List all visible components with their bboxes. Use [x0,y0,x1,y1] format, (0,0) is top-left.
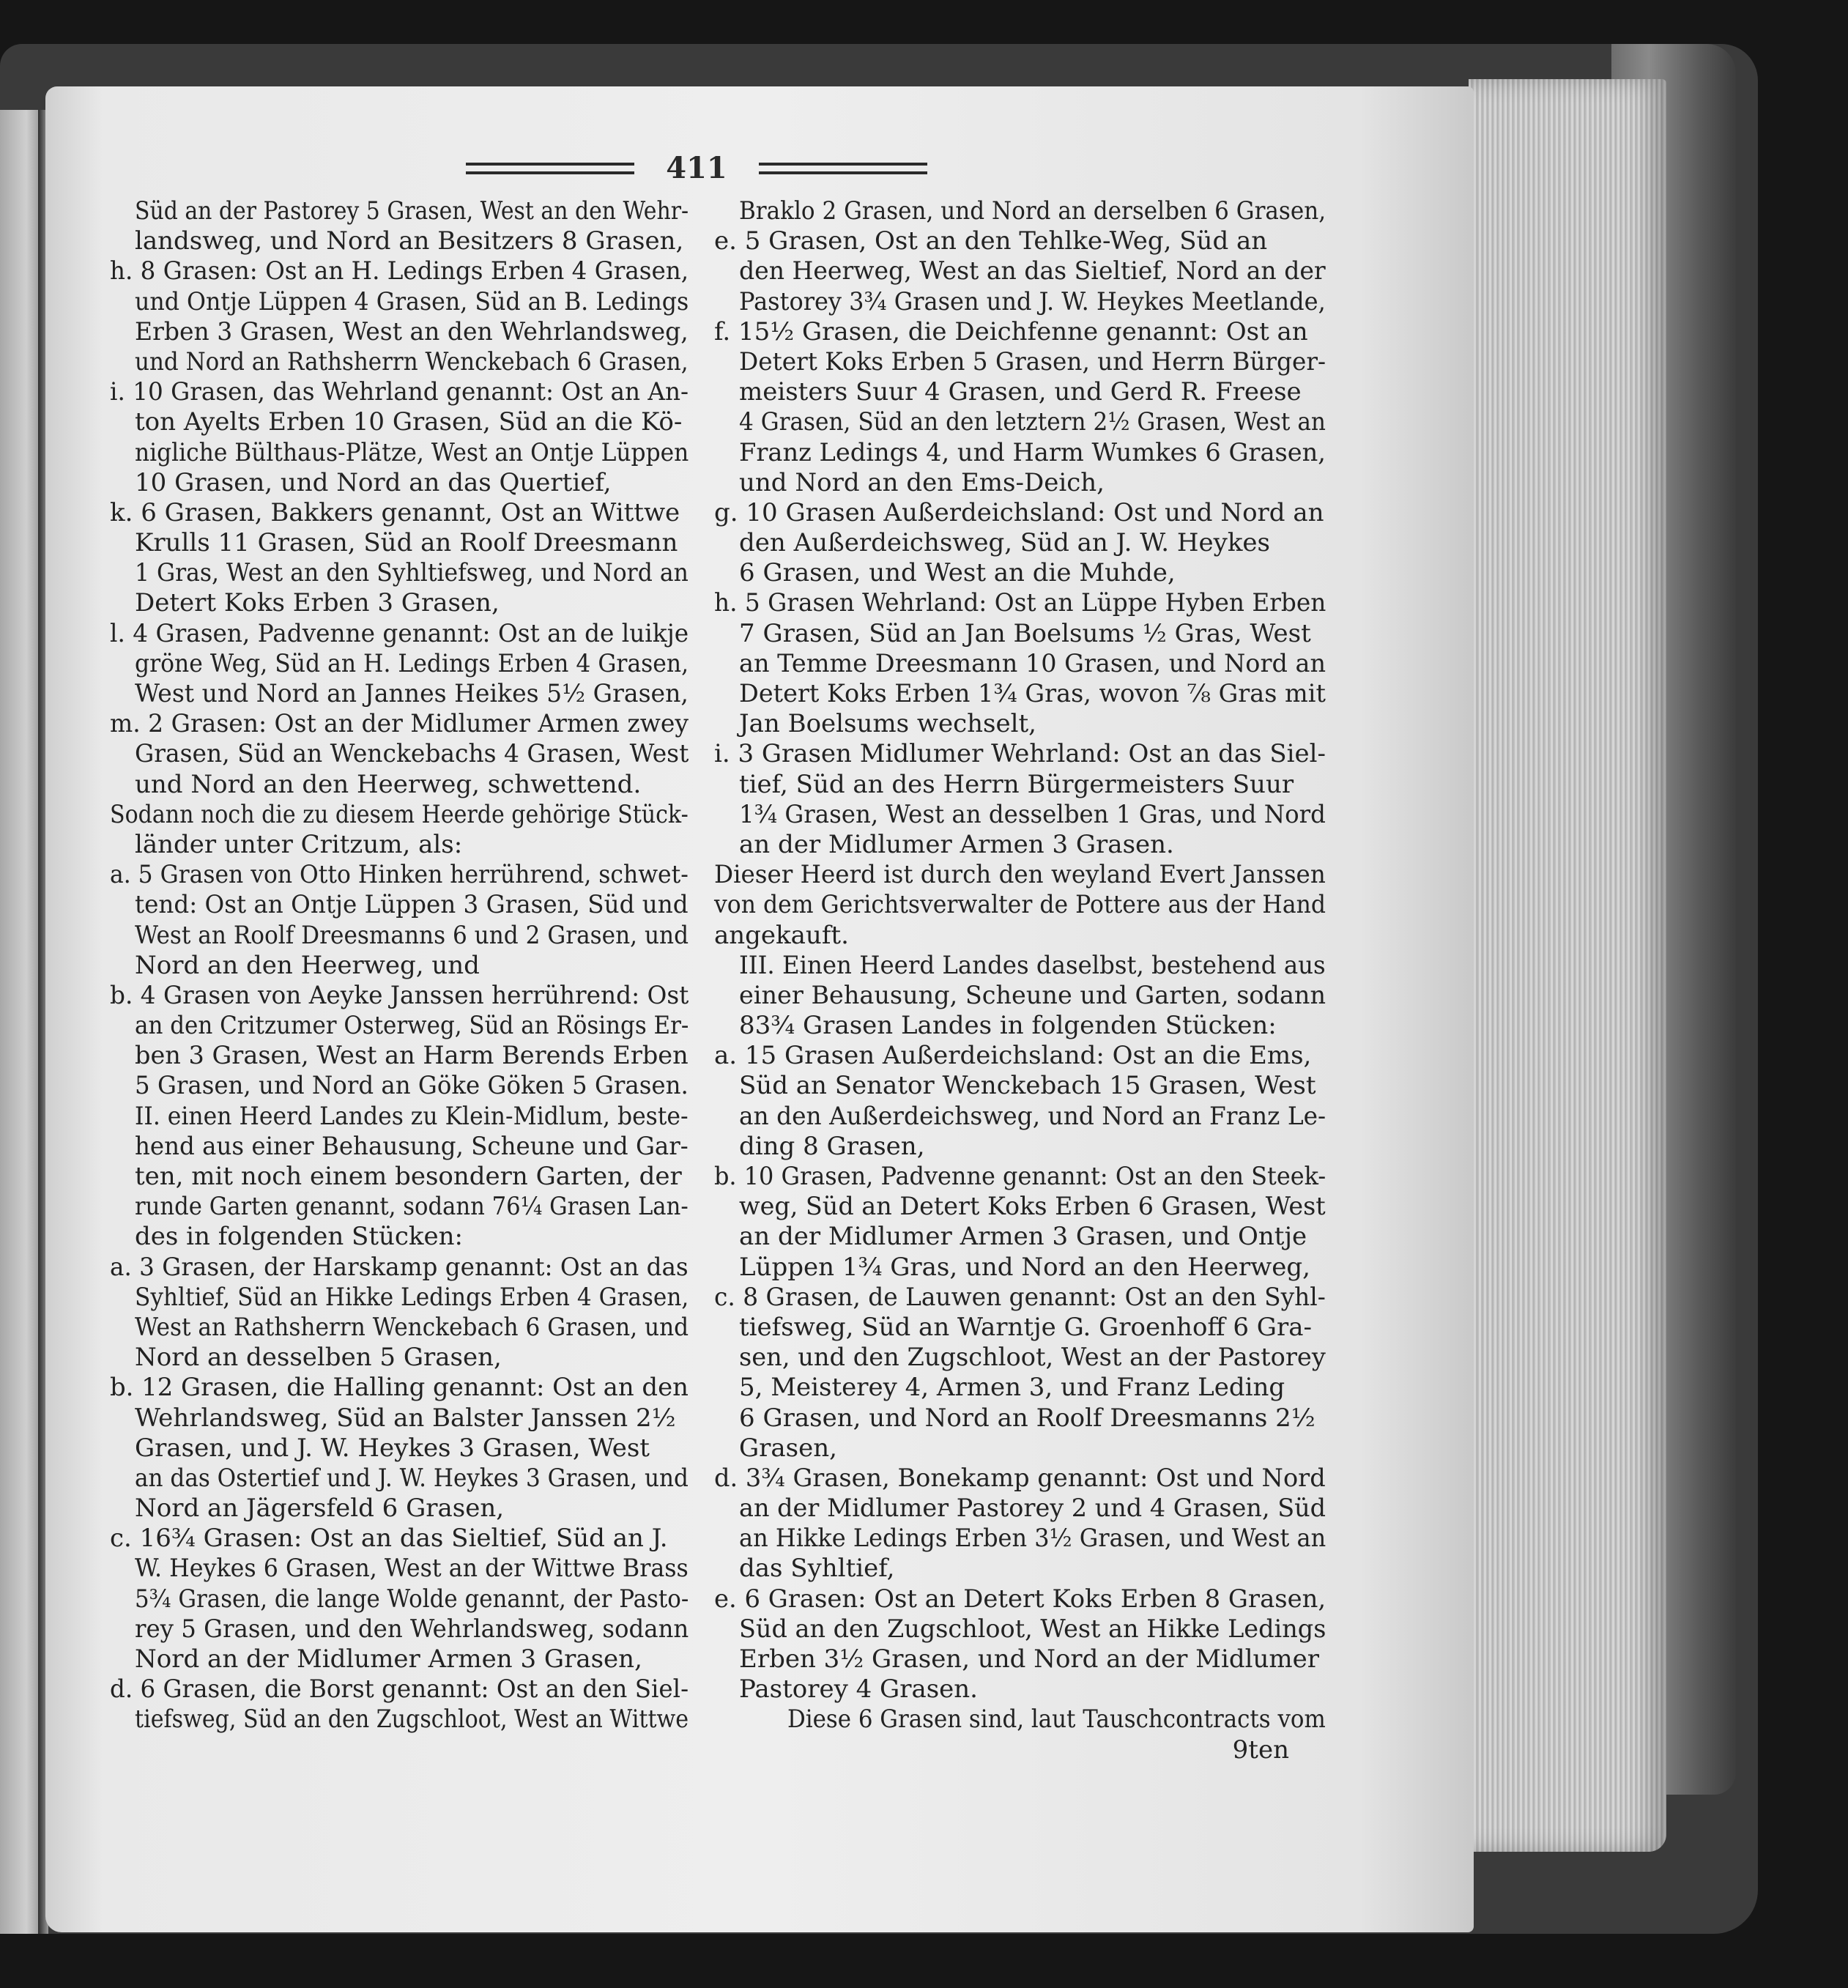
text-line: West und Nord an Jannes Heikes 5½ Grasen, [135,679,689,708]
page-number: 411 [666,151,727,185]
text-line: und Nord an den Ems-Deich, [739,467,1105,497]
text-line: Sodann noch die zu diesem Heerde gehörige Stück- [110,799,689,829]
text-line: d. 6 Grasen, die Borst genannt: Ost an den Siel- [110,1674,689,1705]
text-line: 7 Grasen, Süd an Jan Boelsums ½ Gras, West [739,618,1311,648]
text-line: an Temme Dreesmann 10 Grasen, und Nord an [739,648,1326,678]
text-line: an den Critzumer Osterweg, Süd an Rösings Er- [135,1011,689,1041]
text-line: 6 Grasen, und West an die Muhde, [739,558,1176,588]
text-line: an das Ostertief und J. W. Heykes 3 Grasen, und [135,1463,689,1493]
header-rule-left [466,163,634,176]
text-line: III. Einen Heerd Landes daselbst, bestehend aus [739,950,1326,980]
text-line: i. 10 Grasen, das Wehrland genannt: Ost an An- [110,377,689,407]
text-line: nigliche Bülthaus-Plätze, West an Ontje Lüppen [135,437,689,467]
text-line: Nord an der Midlumer Armen 3 Grasen, [135,1644,642,1674]
catchword: 9ten [1232,1735,1289,1765]
text-line: m. 2 Grasen: Ost an der Midlumer Armen zwey [110,709,689,739]
text-line: und Nord an den Heerweg, schwettend. [135,769,642,799]
text-line: ton Ayelts Erben 10 Grasen, Süd an die Kö- [135,407,683,437]
text-line: hend aus einer Behausung, Scheune und Gar- [135,1131,689,1161]
text-line: Erben 3½ Grasen, und Nord an der Midlumer [739,1644,1319,1674]
text-line: 5, Meisterey 4, Armen 3, und Franz Leding [739,1373,1285,1403]
text-line: runde Garten genannt, sodann 76¼ Grasen Lan- [135,1192,689,1222]
text-line: Nord an den Heerweg, und [135,950,480,980]
text-line: einer Behausung, Scheune und Garten, sodann [739,980,1326,1010]
text-line: an der Midlumer Armen 3 Grasen, und Ontje [739,1222,1307,1252]
text-line: Franz Ledings 4, und Harm Wumkes 6 Grasen, [739,437,1326,467]
text-line: länder unter Critzum, als: [135,829,463,859]
text-line: a. 3 Grasen, der Harskamp genannt: Ost an das [110,1252,689,1282]
text-line: c. 16¾ Grasen: Ost an das Sieltief, Süd an J. [110,1524,668,1554]
text-line: Detert Koks Erben 5 Grasen, und Herrn Bürger- [739,346,1326,377]
text-line: Erben 3 Grasen, West an den Wehrlandsweg, [135,316,689,346]
text-line: Nord an Jägersfeld 6 Grasen, [135,1494,505,1524]
text-line: Süd an den Zugschloot, West an Hikke Ledings [739,1614,1326,1644]
text-line: b. 12 Grasen, die Halling genannt: Ost an den [110,1373,689,1403]
text-line: und Ontje Lüppen 4 Grasen, Süd an B. Ledings [135,286,689,316]
text-line: Nord an desselben 5 Grasen, [135,1343,502,1373]
text-line: i. 3 Grasen Midlumer Wehrland: Ost an das Siel- [714,739,1326,769]
running-header [466,151,927,185]
text-line: Grasen, Süd an Wenckebachs 4 Grasen, West [135,739,689,769]
text-line: und Nord an Rathsherrn Wenckebach 6 Grasen, [135,346,689,377]
text-line: gröne Weg, Süd an H. Ledings Erben 4 Grasen, [135,648,689,678]
text-line: II. einen Heerd Landes zu Klein-Midlum, beste- [135,1101,689,1131]
text-line: e. 5 Grasen, Ost an den Tehlke-Weg, Süd an [714,226,1268,256]
text-line: Grasen, und J. W. Heykes 3 Grasen, West [135,1433,650,1463]
text-line: meisters Suur 4 Grasen, und Gerd R. Freese [739,377,1302,407]
text-line: 10 Grasen, und Nord an das Quertief, [135,467,612,497]
text-line: den Außerdeichsweg, Süd an J. W. Heykes [739,528,1270,558]
left-text-column [110,196,689,1735]
text-line: Jan Boelsums wechselt, [739,709,1036,739]
text-line: Pastorey 4 Grasen. [739,1674,978,1705]
text-line: b. 4 Grasen von Aeyke Janssen herrührend: Ost [110,980,689,1010]
text-line: von dem Gerichtsverwalter de Pottere aus der Hand [714,890,1326,920]
text-line: West an Roolf Dreesmanns 6 und 2 Grasen, und [135,920,689,950]
text-line: k. 6 Grasen, Bakkers genannt, Ost an Wittwe [110,497,680,527]
text-line: angekauft. [714,920,849,950]
text-line: e. 6 Grasen: Ost an Detert Koks Erben 8 Grasen, [714,1584,1326,1614]
text-line: f. 15½ Grasen, die Deichfenne genannt: Ost an [714,316,1308,346]
text-line: c. 8 Grasen, de Lauwen genannt: Ost an den Syhl- [714,1282,1326,1312]
text-line: an der Midlumer Pastorey 2 und 4 Grasen, Süd [739,1494,1326,1524]
text-line: das Syhltief, [739,1554,895,1584]
text-line: weg, Süd an Detert Koks Erben 6 Grasen, West [739,1192,1326,1222]
text-line: West an Rathsherrn Wenckebach 6 Grasen, und [135,1312,689,1342]
page-block-edges [1469,79,1666,1852]
text-line: ben 3 Grasen, West an Harm Berends Erben [135,1041,689,1071]
text-line: d. 3¾ Grasen, Bonekamp genannt: Ost und Nord [714,1463,1326,1493]
text-line: Wehrlandsweg, Süd an Balster Janssen 2½ [135,1403,676,1433]
text-line: 5¾ Grasen, die lange Wolde genannt, der Pasto- [135,1584,689,1614]
text-line: Detert Koks Erben 3 Grasen, [135,588,500,618]
text-line: tend: Ost an Ontje Lüppen 3 Grasen, Süd und [135,890,689,920]
text-line: 4 Grasen, Süd an den letztern 2½ Grasen, West an [739,407,1326,437]
text-line: 1 Gras, West an den Syhltiefsweg, und Nord an [135,558,689,588]
text-line: tief, Süd an des Herrn Bürgermeisters Suur [739,769,1294,799]
text-line: 1¾ Grasen, West an desselben 1 Gras, und Nord [739,799,1326,829]
text-line: Krulls 11 Grasen, Süd an Roolf Dreesmann [135,528,678,558]
text-line: b. 10 Grasen, Padvenne genannt: Ost an den Steek- [714,1162,1326,1191]
text-line: sen, und den Zugschloot, West an der Pastorey [739,1343,1326,1373]
text-line: a. 15 Grasen Außerdeichsland: Ost an die Ems, [714,1041,1312,1071]
text-line: 5 Grasen, und Nord an Göke Göken 5 Grasen. [135,1071,689,1101]
text-line: 83¾ Grasen Landes in folgenden Stücken: [739,1011,1277,1041]
text-line: h. 8 Grasen: Ost an H. Ledings Erben 4 Grasen, [110,256,689,286]
text-line: Syhltief, Süd an Hikke Ledings Erben 4 Grasen, [135,1282,689,1312]
text-line: Lüppen 1¾ Gras, und Nord an den Heerweg, [739,1252,1310,1282]
text-line: Süd an der Pastorey 5 Grasen, West an den Wehr- [135,196,689,226]
text-line: Diese 6 Grasen sind, laut Tauschcontracts vom [787,1705,1326,1735]
header-rule-right [759,163,927,176]
text-line: Grasen, [739,1433,837,1463]
text-line: des in folgenden Stücken: [135,1222,463,1252]
text-line: an Hikke Ledings Erben 3½ Grasen, und West an [739,1524,1326,1554]
text-line: h. 5 Grasen Wehrland: Ost an Lüppe Hyben Erben [714,588,1326,618]
text-line: Braklo 2 Grasen, und Nord an derselben 6 Grasen, [739,196,1326,226]
facing-page-edge [0,110,44,1934]
right-text-column [714,196,1326,1765]
text-line: tiefsweg, Süd an Warntje G. Groenhoff 6 Gra- [739,1312,1312,1342]
text-line: den Heerweg, West an das Sieltief, Nord an der [739,256,1326,286]
text-line: Dieser Heerd ist durch den weyland Evert Janssen [714,860,1326,890]
text-line: landsweg, und Nord an Besitzers 8 Grasen, [135,226,684,256]
text-line: l. 4 Grasen, Padvenne genannt: Ost an de luikje [110,618,689,648]
text-line: g. 10 Grasen Außerdeichsland: Ost und Nord an [714,497,1324,527]
text-line: ten, mit noch einem besondern Garten, der [135,1162,682,1191]
text-line: Süd an Senator Wenckebach 15 Grasen, West [739,1071,1316,1101]
text-line: ding 8 Grasen, [739,1131,925,1161]
text-line: an der Midlumer Armen 3 Grasen. [739,829,1174,859]
text-line: rey 5 Grasen, und den Wehrlandsweg, sodann [135,1614,689,1644]
text-line: a. 5 Grasen von Otto Hinken herrührend, schwet- [110,860,689,890]
text-line: an den Außerdeichsweg, und Nord an Franz Le- [739,1101,1326,1131]
text-line: Detert Koks Erben 1¾ Gras, wovon ⅞ Gras mit [739,679,1326,708]
text-line: Pastorey 3¾ Grasen und J. W. Heykes Meetlande, [739,286,1326,316]
text-line: W. Heykes 6 Grasen, West an der Wittwe Brass [135,1554,689,1584]
text-line: 6 Grasen, und Nord an Roolf Dreesmanns 2½ [739,1403,1316,1433]
text-line: tiefsweg, Süd an den Zugschloot, West an Wittwe [135,1705,689,1735]
